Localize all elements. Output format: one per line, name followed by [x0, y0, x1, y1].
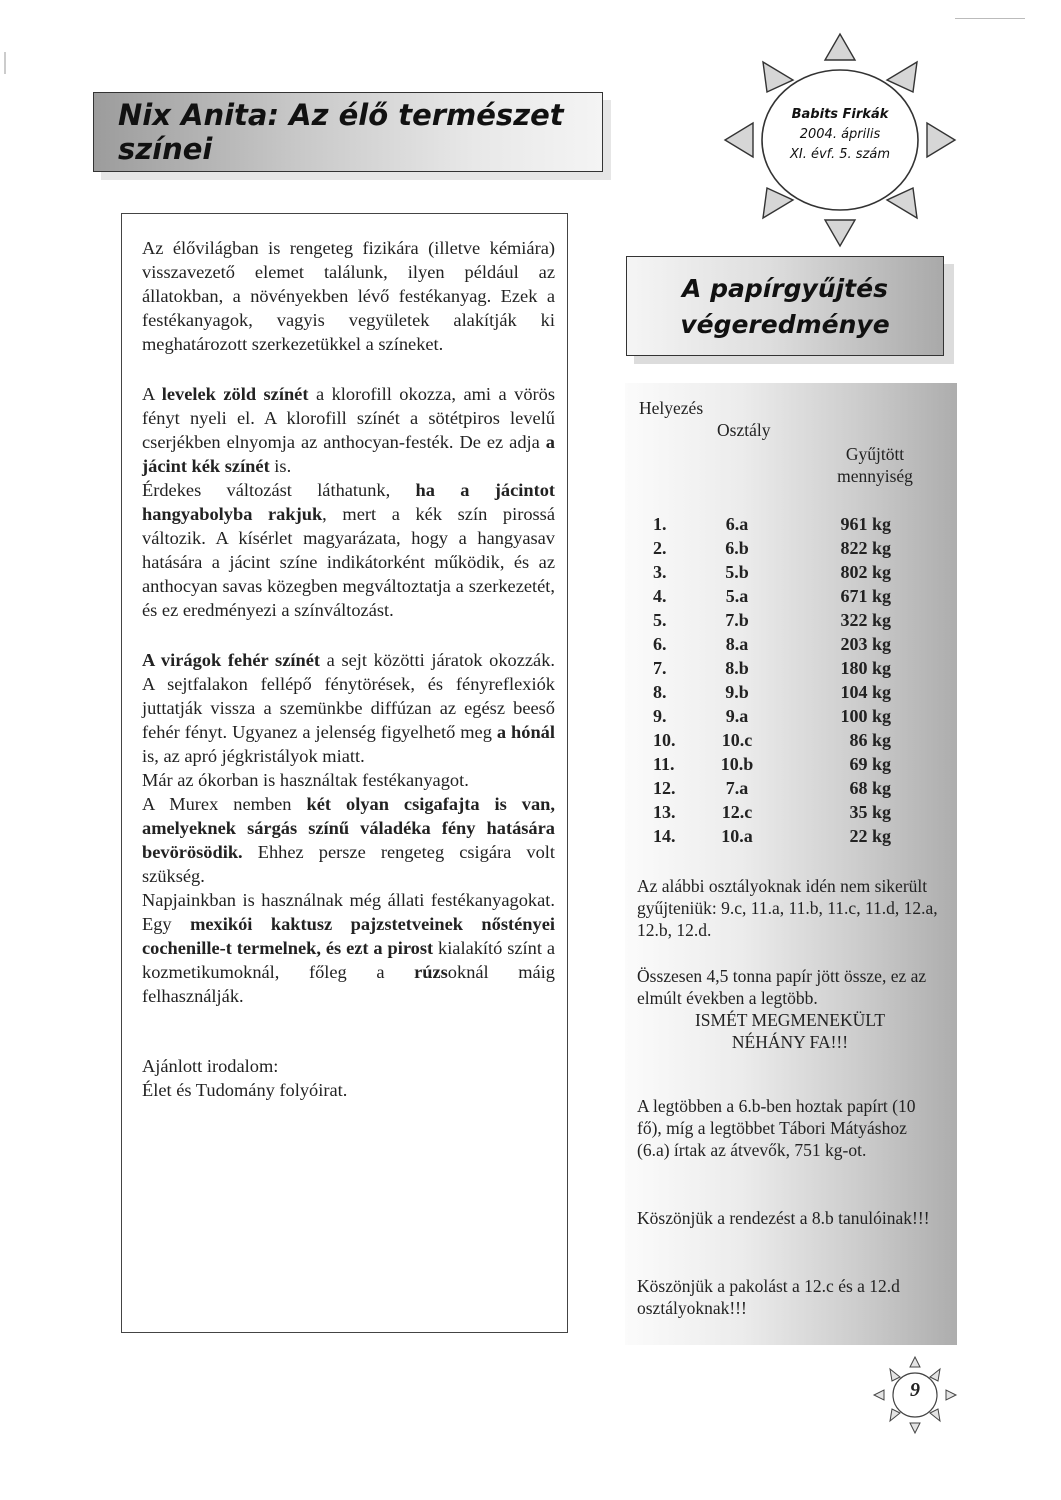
- row-class: 5.a: [725, 586, 749, 606]
- results-row: [625, 561, 957, 585]
- paragraph-antiquity: Már az ókorban is használtak festékanyagot.: [142, 770, 469, 790]
- row-class: 10.b: [720, 754, 754, 774]
- paragraph-murex: A Murex nemben két olyan csigafajta is van, amelyeknek sárgás színű váladéka fény hatására bevörösödik. Ehhez persze rengeteg csigára volt szükség.: [142, 794, 555, 886]
- emblem-date: 2004. április: [799, 127, 881, 142]
- row-rank: 9.: [653, 706, 667, 726]
- row-class: 5.b: [725, 562, 749, 582]
- note-not-collected: Az alábbi osztályoknak idén nem sikerült gyűjteniük: 9.c, 11.a, 11.b, 11.c, 11.d, 12.a, 12.b, 12.d.: [637, 876, 938, 940]
- results-row: [625, 753, 957, 777]
- row-class: 8.a: [725, 634, 749, 654]
- paragraph-hyacinth: Érdekes változást láthatunk, ha a jácintot hangyabolyba rakjuk, mert a kék szín pirossá változik. A kísérlet magyarázata, hogy a hangyasav hatására a jácint színe indikátorként működik, és az anthocyan savas közegben megváltoztatja a szerkezetét, és ez eredményezi a színváltozást.: [142, 480, 556, 620]
- row-rank: 11.: [653, 754, 675, 774]
- row-amount: 671 kg: [840, 586, 891, 606]
- row-rank: 4.: [653, 586, 667, 606]
- row-amount: 22 kg: [849, 826, 891, 846]
- row-amount: 322 kg: [840, 610, 891, 630]
- row-amount: 822 kg: [840, 538, 891, 558]
- row-rank: 10.: [653, 730, 676, 750]
- row-class: 6.a: [725, 514, 749, 534]
- row-amount: 961 kg: [840, 514, 891, 534]
- row-class: 9.b: [725, 682, 749, 702]
- row-rank: 13.: [653, 802, 676, 822]
- paragraph-flowers: A virágok fehér színét a sejt közötti járatok okozzák. A sejtfalakon fellépő fénytörések, és fényreflexiók juttatják vissza a szemünkbe diffúzan az egész beeső fehér fényt. Ugyanez a jelenség figyelhető meg a hónál is, az apró jégkristályok miatt.: [142, 650, 555, 766]
- row-class: 9.a: [725, 706, 749, 726]
- results-row: [625, 609, 957, 633]
- paragraph-intro: Az élővilágban is rengeteg fizikára (illetve kémiára) visszavezető elemet találunk, ilyen például az állatokban, a növényekben lévő festékanyag. Ezek a festékanyagok, vagyis vegyületek alakítják ki meghatározott szerkezetükkel a színeket.: [142, 238, 555, 354]
- results-row: [625, 633, 957, 657]
- column-header-class: Osztály: [717, 420, 771, 440]
- row-rank: 14.: [653, 826, 676, 846]
- row-amount: 203 kg: [840, 634, 891, 654]
- row-rank: 6.: [653, 634, 667, 654]
- emblem-text: [775, 105, 905, 165]
- row-class: 7.b: [725, 610, 749, 630]
- issue-emblem: [715, 30, 965, 250]
- page-number: 9: [910, 1379, 920, 1401]
- results-heading-line2: végeredménye: [680, 310, 890, 339]
- row-class: 10.a: [721, 826, 753, 846]
- results-row: [625, 777, 957, 801]
- margin-mark: [4, 52, 6, 74]
- note-thanks-packing: Köszönjük a pakolást a 12.c és a 12.d osztályoknak!!!: [637, 1276, 900, 1318]
- results-row: [625, 705, 957, 729]
- top-rule: [955, 18, 1025, 19]
- note-most: A legtöbben a 6.b-ben hoztak papírt (10 fő), míg a legtöbbet Tábori Mátyáshoz (6.a) írtak az átvevők, 751 kg-ot.: [637, 1096, 916, 1160]
- row-rank: 7.: [653, 658, 667, 678]
- row-rank: 1.: [653, 514, 667, 534]
- literature-label: Ajánlott irodalom:: [142, 1056, 279, 1076]
- page-number-emblem: [870, 1355, 960, 1435]
- row-rank: 8.: [653, 682, 667, 702]
- paragraph-cochineal: Napjainkban is használnak még állati festékanyagokat. Egy mexikói kaktusz pajzstetveinek nőstényei cochenille-t termelnek, és ezt a pirost kialakító színt a kozmetikumoknál, főleg a rúzsoknál máig felhasználják.: [142, 890, 556, 1006]
- results-row: [625, 825, 957, 849]
- results-heading-line1: A papírgyűjtés: [682, 274, 888, 303]
- row-amount: 86 kg: [849, 730, 891, 750]
- column-header-amount: Gyűjtött mennyiség: [837, 444, 913, 486]
- article-title: Nix Anita: Az élő természet színei: [93, 92, 603, 172]
- article-body: [142, 236, 555, 1102]
- results-panel: [625, 383, 957, 1345]
- row-amount: 68 kg: [849, 778, 891, 798]
- article-frame: [121, 213, 568, 1333]
- row-amount: 180 kg: [840, 658, 891, 678]
- paragraph-leaves: A levelek zöld színét a klorofill okozza, ami a vörös fényt nyeli el. A klorofill színét a sötétpiros levelű cserjékben elnyomja az anthocyan-festék. De ez adja a jácint kék színét is.: [142, 384, 555, 476]
- emblem-issue: XI. évf. 5. szám: [789, 147, 891, 162]
- results-row: [625, 513, 957, 537]
- row-amount: 69 kg: [849, 754, 891, 774]
- results-row: [625, 537, 957, 561]
- results-row: [625, 681, 957, 705]
- row-rank: 2.: [653, 538, 667, 558]
- row-class: 10.c: [721, 730, 753, 750]
- row-rank: 5.: [653, 610, 667, 630]
- results-row: [625, 657, 957, 681]
- row-rank: 12.: [653, 778, 676, 798]
- row-class: 6.b: [725, 538, 749, 558]
- row-rank: 3.: [653, 562, 667, 582]
- row-amount: 100 kg: [840, 706, 891, 726]
- results-row: [625, 585, 957, 609]
- results-table: [625, 513, 957, 849]
- results-row: [625, 801, 957, 825]
- row-class: 8.b: [725, 658, 749, 678]
- row-amount: 104 kg: [840, 682, 891, 702]
- results-heading: [626, 256, 944, 356]
- row-class: 7.a: [725, 778, 749, 798]
- literature-reference: Élet és Tudomány folyóirat.: [142, 1080, 348, 1100]
- results-row: [625, 729, 957, 753]
- note-total: Összesen 4,5 tonna papír jött össze, ez az elmúlt években a legtöbb. ISMÉT MEGMENEKÜLT NÉHÁNY FA!!!: [637, 966, 927, 1052]
- row-class: 12.c: [721, 802, 753, 822]
- row-amount: 802 kg: [840, 562, 891, 582]
- row-amount: 35 kg: [849, 802, 891, 822]
- note-thanks-organizing: Köszönjük a rendezést a 8.b tanulóinak!!!: [637, 1208, 930, 1228]
- emblem-magazine: Babits Firkák: [791, 107, 889, 122]
- column-header-rank: Helyezés: [639, 398, 704, 418]
